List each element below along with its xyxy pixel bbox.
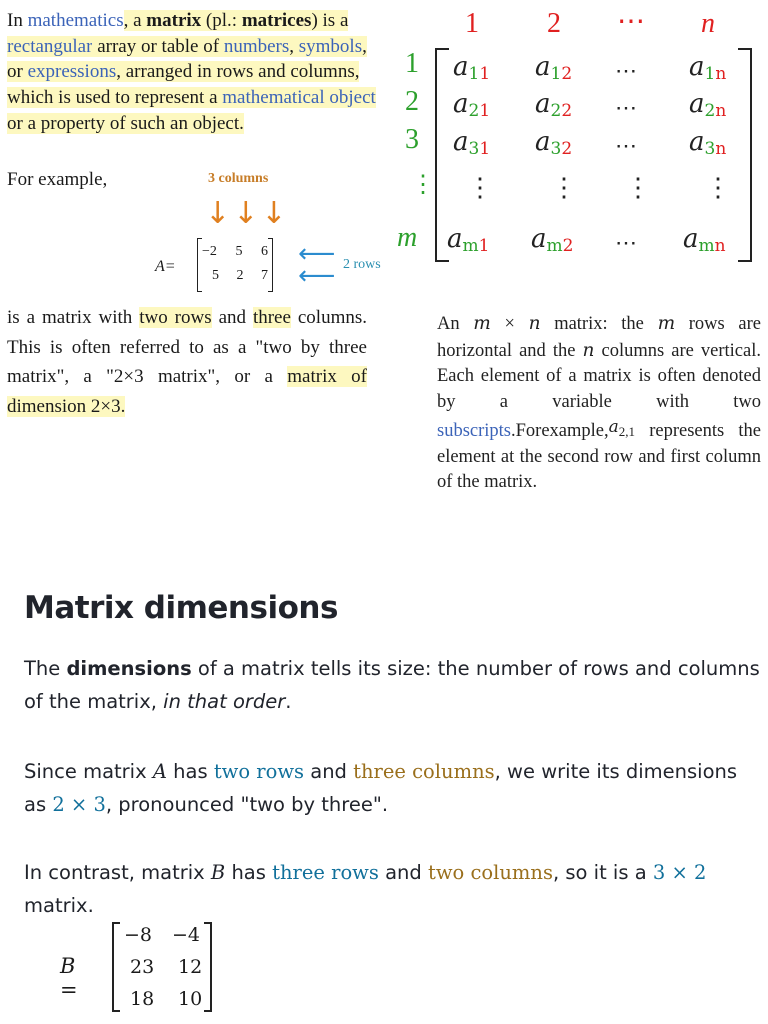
row-index: 3 bbox=[405, 124, 419, 155]
matrix-cell: 7 bbox=[261, 268, 268, 283]
matrix-cell: $a_{11}$ bbox=[453, 52, 491, 84]
matrix-cell: 10 bbox=[178, 988, 203, 1010]
matrix-cell: 6 bbox=[261, 244, 268, 259]
text: of a matrix tells its size: the number of rows and columns of the matrix, bbox=[24, 657, 760, 713]
paragraph-matrix-a bbox=[24, 755, 764, 821]
matrix-cell: $a_{2n}$ bbox=[689, 89, 727, 121]
matrix-cell: 18 bbox=[130, 988, 155, 1010]
link-expressions[interactable]: expressions bbox=[27, 61, 117, 83]
text: , we write its dimensions as bbox=[24, 760, 738, 816]
matrix-cell: $a_{21}$ bbox=[453, 89, 491, 121]
text: and bbox=[378, 861, 428, 884]
right-bracket bbox=[738, 48, 752, 262]
matrix-cell: −8 bbox=[124, 924, 153, 946]
text: In contrast, matrix bbox=[24, 861, 211, 884]
intro-paragraph bbox=[7, 8, 379, 137]
text: The bbox=[24, 657, 67, 680]
var-b: B bbox=[210, 861, 226, 884]
row-index: m bbox=[397, 222, 418, 253]
text: (pl.: bbox=[201, 10, 242, 31]
left-arrow-icons: ⟵ ⟵ bbox=[298, 239, 336, 291]
text: An bbox=[437, 314, 474, 334]
var-a: a bbox=[608, 417, 619, 437]
link-numbers[interactable]: numbers bbox=[223, 35, 290, 57]
row-index: ⋮ bbox=[411, 172, 435, 198]
highlight-two-rows: two rows bbox=[139, 307, 212, 328]
vdots: ⋮ bbox=[467, 173, 493, 202]
hdots: ⋯ bbox=[615, 230, 637, 255]
text: array or table of bbox=[92, 35, 224, 57]
two-rows-label: two rows bbox=[213, 760, 305, 783]
text: , pronounced "two by three". bbox=[105, 793, 389, 816]
column-index: 2 bbox=[547, 8, 561, 39]
text: . bbox=[285, 690, 292, 713]
var-m: m bbox=[657, 313, 676, 334]
text: has bbox=[225, 861, 273, 884]
var-m: m bbox=[473, 313, 491, 334]
section-heading: Matrix dimensions bbox=[24, 590, 338, 626]
for-example-label: For example, bbox=[7, 169, 108, 190]
three-rows-label: three rows bbox=[272, 861, 379, 884]
matrix-a-row bbox=[202, 268, 268, 284]
matrix-cell: 2 bbox=[236, 268, 244, 283]
matrix-cell: $a_{22}$ bbox=[535, 89, 573, 121]
columns-annotation: 3 columns bbox=[208, 171, 269, 186]
matrix-a-brackets bbox=[197, 238, 273, 292]
text: represents the element at the second row and first column of the matrix. bbox=[437, 421, 761, 492]
highlight-dimension: matrix of dimension 2×3. bbox=[7, 366, 367, 417]
hdots: ⋯ bbox=[615, 95, 637, 120]
matrix-description bbox=[7, 303, 367, 421]
vdots: ⋮ bbox=[705, 173, 731, 202]
emphasis: in that order bbox=[163, 690, 286, 713]
text: columns. This is often referred to as a "two by three matrix", a "2×3 matrix", or a bbox=[7, 307, 367, 387]
hdots: ⋯ bbox=[615, 58, 637, 83]
matrix-cell: $a_{3n}$ bbox=[689, 127, 727, 159]
matrix-cell: −4 bbox=[172, 924, 201, 946]
subscript: 2,1 bbox=[618, 424, 636, 439]
paragraph-dimensions bbox=[24, 652, 764, 718]
rows-annotation: 2 rows bbox=[343, 257, 381, 272]
matrix-cell: $a_{m2}$ bbox=[531, 224, 574, 256]
matrix-cell: 5 bbox=[212, 268, 219, 283]
text: rows are horizontal and the bbox=[437, 314, 761, 361]
hdots: ⋯ bbox=[615, 133, 637, 158]
matrix-cell: −2 bbox=[202, 244, 217, 259]
text: columns are vertical. Each element of a matrix is often denoted by a variable with two bbox=[437, 340, 761, 412]
row-index: 2 bbox=[405, 86, 419, 117]
column-index: ⋯ bbox=[617, 6, 645, 37]
var-a: A bbox=[152, 760, 167, 783]
text: or a property of such an object. bbox=[7, 112, 244, 134]
matrix-b-name: B bbox=[60, 954, 76, 978]
dimension-3x2: 3 × 2 bbox=[652, 861, 707, 884]
matrix-b-lhs bbox=[60, 954, 78, 1002]
matrix-cell: $a_{mn}$ bbox=[683, 224, 726, 256]
general-matrix-diagram bbox=[395, 0, 768, 270]
matrix-cell: $a_{32}$ bbox=[535, 127, 573, 159]
var-n: n bbox=[528, 313, 541, 334]
var-n: n bbox=[582, 339, 595, 361]
link-rectangular[interactable]: rectangular bbox=[7, 35, 93, 57]
text: and bbox=[304, 760, 354, 783]
matrix-a-name: A bbox=[155, 258, 165, 275]
column-index: 1 bbox=[465, 8, 479, 39]
link-mathematical-object[interactable]: mathematical object bbox=[222, 87, 376, 109]
link-mathematics[interactable]: mathematics bbox=[27, 10, 124, 31]
matrix-cell: $a_{m1}$ bbox=[447, 224, 490, 256]
text: matrix: the bbox=[540, 314, 658, 334]
equals-sign: = bbox=[60, 978, 78, 1002]
term-matrices: matrices bbox=[241, 10, 312, 31]
text: and bbox=[211, 307, 253, 328]
matrix-cell: $a_{12}$ bbox=[535, 52, 573, 84]
text: , bbox=[289, 35, 299, 57]
text: matrix. bbox=[24, 894, 94, 917]
matrix-cell: 5 bbox=[235, 244, 243, 259]
highlight-three: three bbox=[252, 307, 291, 328]
paragraph-matrix-b bbox=[24, 856, 764, 922]
link-symbols[interactable]: symbols bbox=[298, 35, 363, 57]
text: , or bbox=[7, 35, 367, 83]
matrix-b-brackets bbox=[112, 922, 212, 1012]
matrix-cell: $a_{31}$ bbox=[453, 127, 491, 159]
term-matrix: matrix bbox=[146, 10, 202, 31]
text: Since matrix bbox=[24, 760, 153, 783]
text: has bbox=[166, 760, 214, 783]
column-index: n bbox=[701, 8, 715, 39]
row-index: 1 bbox=[405, 48, 419, 79]
text: is a matrix with bbox=[7, 307, 140, 328]
text: , arranged in rows and columns, which is used to represent a bbox=[7, 61, 360, 109]
matrix-cell: $a_{1n}$ bbox=[689, 52, 727, 84]
text: , a bbox=[123, 10, 147, 31]
text: ) is a bbox=[311, 10, 349, 31]
text: , so it is a bbox=[552, 861, 653, 884]
equals-sign: = bbox=[164, 258, 176, 275]
link-subscripts[interactable]: subscripts bbox=[437, 421, 511, 441]
times-sign: × bbox=[504, 314, 515, 334]
down-arrow-icons: ↓↓↓ bbox=[205, 196, 290, 231]
two-columns-label: two columns bbox=[427, 861, 553, 884]
dimension-2x3: 2 × 3 bbox=[52, 793, 106, 816]
matrix-caption bbox=[437, 311, 761, 496]
vdots: ⋮ bbox=[625, 173, 651, 202]
text: In bbox=[7, 10, 28, 31]
matrix-cell: 12 bbox=[178, 956, 203, 978]
three-columns-label: three columns bbox=[353, 760, 495, 783]
matrix-a-lhs bbox=[155, 258, 176, 276]
matrix-a-row bbox=[202, 244, 268, 260]
term-dimensions: dimensions bbox=[66, 657, 192, 680]
matrix-cell: 23 bbox=[130, 956, 155, 978]
vdots: ⋮ bbox=[551, 173, 577, 202]
text: .Forexample, bbox=[511, 421, 609, 441]
